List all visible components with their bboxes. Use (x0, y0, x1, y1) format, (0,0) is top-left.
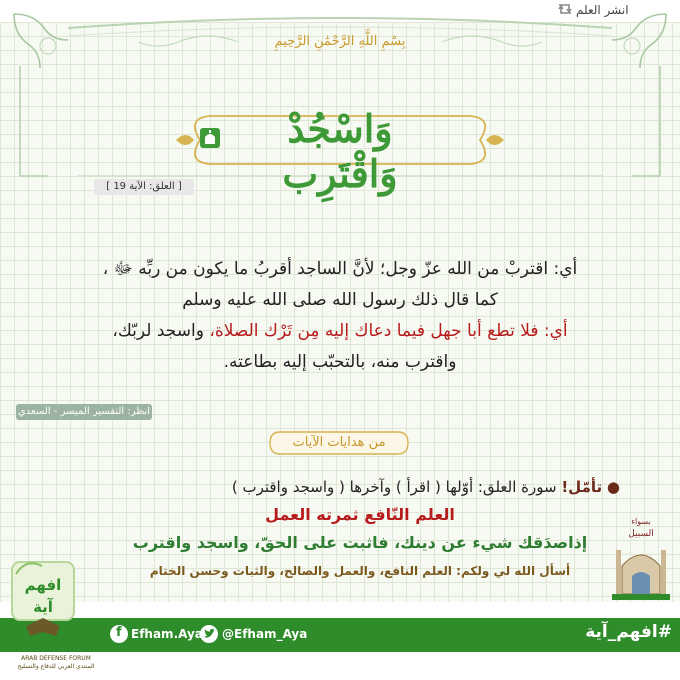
lesson-text: سورة العلق: أوّلها ( اقرأ ) وآخرها ( واسجد واقترب ) (231, 478, 562, 496)
tafsir-block (40, 254, 640, 378)
bottom-strip (0, 652, 680, 680)
lesson-emphasis: تأمّل! (561, 478, 603, 496)
tafsir-line: واقترب منه، بالتحبّب إليه بطاعته. (223, 352, 457, 372)
lesson-line: إذاصدَقك شيء عن دينك، فاثبت على الحقّ، واسجد واقترب (132, 533, 588, 552)
tafsir-line: أي: اقتربْ من الله عزّ وجل؛ لأنَّ الساجد أقربُ ما يكون من ربِّه ﷻ ، (102, 259, 578, 279)
svg-text:آية: آية (33, 598, 53, 616)
hidayat-title: من هدايات الآيات (292, 435, 386, 450)
signature-line: ARAB DEFENSE FORUM (21, 655, 91, 662)
lesson-line (100, 478, 620, 496)
source-label: انظر: التفسير الميسر - السعدي (16, 404, 152, 420)
tafsir-line (40, 316, 640, 347)
lesson-line: العلم النّافع ثمرته العمل (265, 505, 455, 524)
tafsir-line: كما قال ذلك رسول الله صلى الله عليه وسلم (182, 290, 498, 310)
efham-aya-logo (6, 554, 80, 648)
twitter-icon[interactable] (200, 625, 218, 643)
svg-text:افهم: افهم (24, 576, 62, 594)
repost-label[interactable]: انشر العلم (576, 3, 629, 17)
tafsir-text: واسجد لربّك، (112, 321, 210, 341)
facebook-handle[interactable]: Efham.Aya (131, 627, 203, 641)
hashtag[interactable]: #افهم_آية (585, 622, 672, 642)
forum-signature (10, 655, 102, 671)
twitter-handle[interactable]: @Efham_Aya (222, 627, 308, 641)
svg-text:السبيل: السبيل (628, 529, 654, 539)
facebook-icon[interactable]: f (110, 625, 128, 643)
sawa-alsabil-logo (612, 510, 670, 600)
bullet-icon: ● (606, 478, 620, 496)
basmala: بِسْمِ اللَّهِ الرَّحْمَٰنِ الرَّحِيمِ (274, 34, 406, 49)
tafsir-highlight: أي: فلا تطع أبا جهل فيما دعاك إليه مِن تَرْك الصلاة، (209, 321, 568, 341)
mosque-icon (198, 126, 222, 150)
verse-reference: [ العلق: الآية 19 ] (94, 179, 194, 195)
verse-text: وَاسْجُدْ وَاقْتَرِب (282, 106, 398, 196)
signature-line: المنتدى العربي للدفاع والتسليح (17, 663, 95, 670)
svg-text:بسواء: بسواء (631, 517, 651, 526)
lesson-line: أسأل الله لي ولكم: العلم النافع، والعمل والصالح، والثبات وحسن الختام (149, 564, 571, 578)
